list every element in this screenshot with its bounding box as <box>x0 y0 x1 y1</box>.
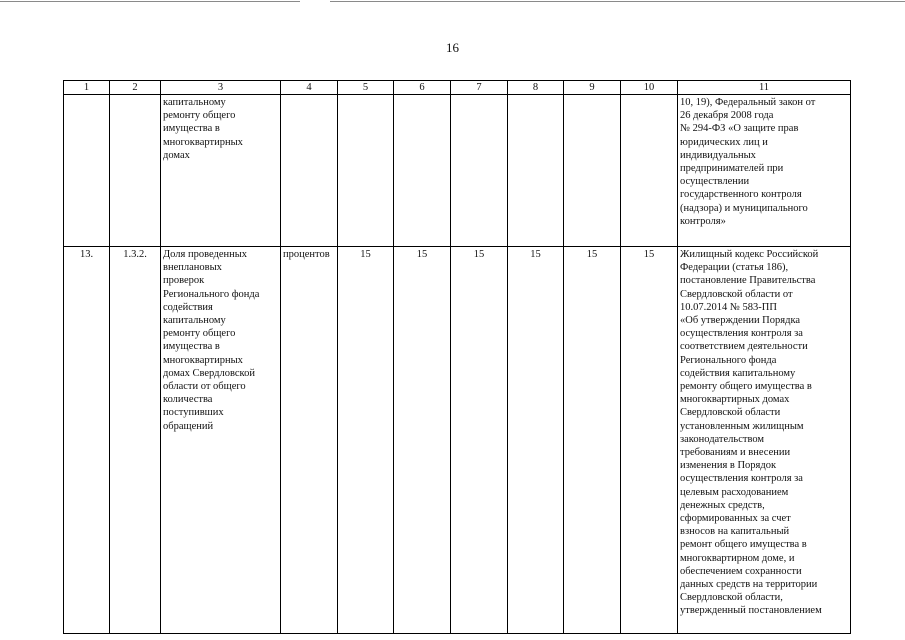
row-number-cell: 13. <box>64 247 110 634</box>
page-number: 16 <box>446 40 459 55</box>
scan-top-rule-left <box>0 1 300 2</box>
value-cell <box>394 95 451 247</box>
value-cell: 15 <box>394 247 451 634</box>
column-header-9: 9 <box>564 81 621 95</box>
indicator-code-cell <box>110 95 161 247</box>
value-cell <box>564 95 621 247</box>
table-header-row <box>64 81 851 95</box>
column-header-6: 6 <box>394 81 451 95</box>
indicator-code-cell: 1.3.2. <box>110 247 161 634</box>
indicator-name-cell: капитальному ремонту общего имущества в многоквартирных домах <box>161 95 281 247</box>
column-header-1: 1 <box>64 81 110 95</box>
column-header-8: 8 <box>508 81 564 95</box>
value-cell: 15 <box>451 247 508 634</box>
column-header-7: 7 <box>451 81 508 95</box>
indicator-name-cell: Доля проведенных внеплановых проверок Регионального фонда содействия капитальному ремонту общего имущества в многоквартирных домах Свердловской области от общего количества поступивших обращений <box>161 247 281 634</box>
legal-source-cell: Жилищный кодекс Российской Федерации (статья 186), постановление Правительства Свердловской области от 10.07.2014 № 583-ПП «Об утверждении Порядка осуществления контроля за соответствием деятельности Регионального фонда содействия капитальному ремонту общего имущества в многоквартирных домах Свердловской области установленным жилищным законодательством требованиям и внесении изменения в Порядок осуществления контроля за целевым расходованием денежных средств, сформированных за счет взносов на капитальный ремонт общего имущества в многоквартирном доме, и обеспечением сохранности данных средств на территории Свердловской области, утвержденный постановлением <box>678 247 851 634</box>
row-number-cell <box>64 95 110 247</box>
value-cell <box>508 95 564 247</box>
table-row <box>64 247 851 634</box>
column-header-2: 2 <box>110 81 161 95</box>
column-header-4: 4 <box>281 81 338 95</box>
column-header-10: 10 <box>621 81 678 95</box>
value-cell: 15 <box>508 247 564 634</box>
value-cell <box>621 95 678 247</box>
column-header-3: 3 <box>161 81 281 95</box>
value-cell: 15 <box>564 247 621 634</box>
column-header-11: 11 <box>678 81 851 95</box>
table-row <box>64 95 851 247</box>
value-cell <box>451 95 508 247</box>
column-header-5: 5 <box>338 81 394 95</box>
legal-source-cell: 10, 19), Федеральный закон от 26 декабря 2008 года № 294-ФЗ «О защите прав юридических лиц и индивидуальных предпринимателей при осуществлении государственного контроля (надзора) и муниципального контроля» <box>678 95 851 247</box>
value-cell: 15 <box>621 247 678 634</box>
value-cell <box>338 95 394 247</box>
unit-cell <box>281 95 338 247</box>
document-table <box>63 80 851 634</box>
scan-top-rule-right <box>330 1 905 2</box>
unit-cell: процентов <box>281 247 338 634</box>
value-cell: 15 <box>338 247 394 634</box>
